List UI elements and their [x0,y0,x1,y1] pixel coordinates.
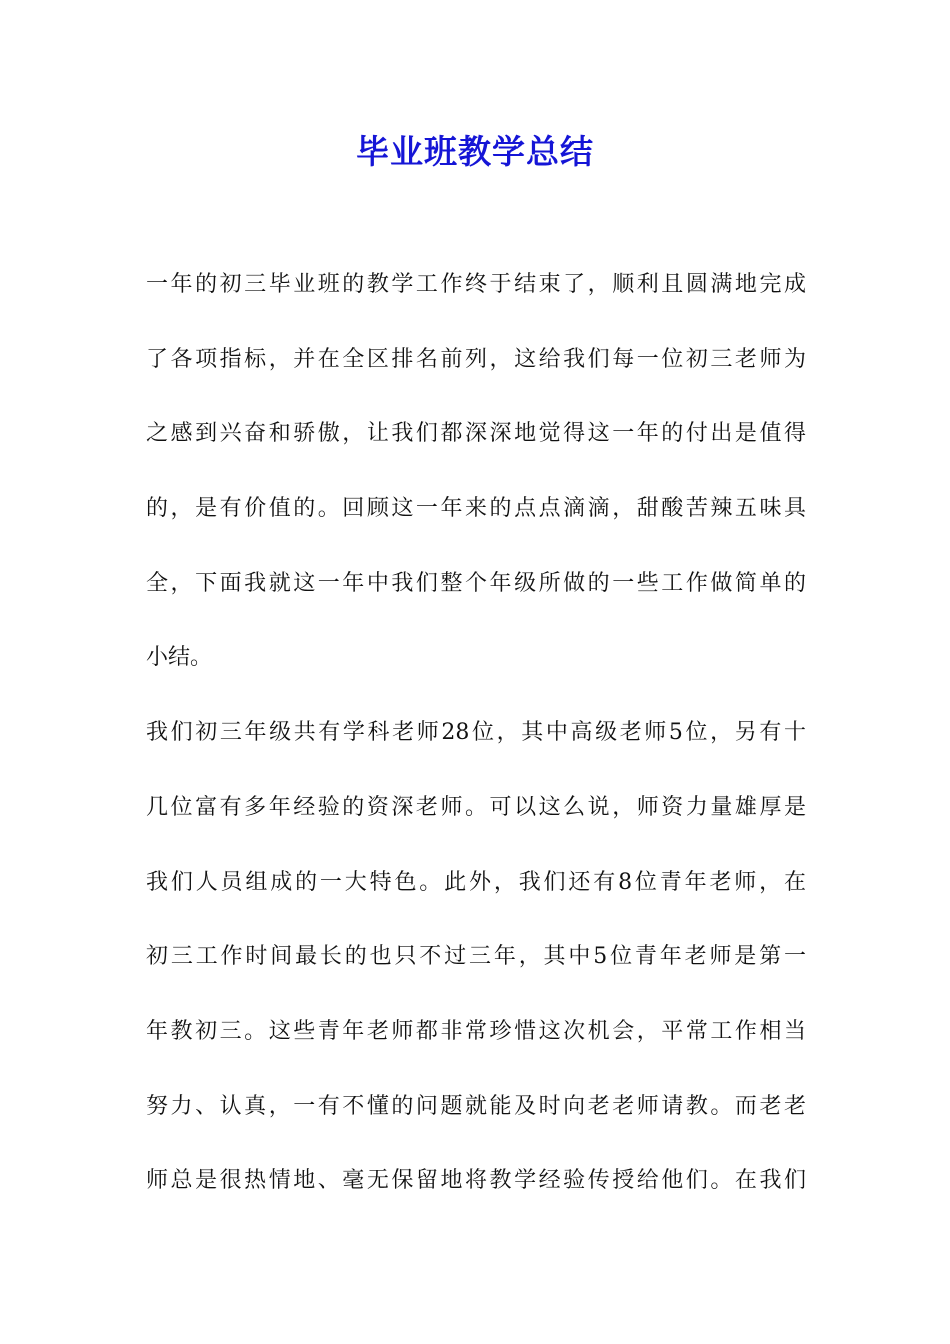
body-line: 我们人员组成的一大特色。此外，我们还有8位青年老师，在 [146,869,806,895]
body-line: 了各项指标，并在全区排名前列，这给我们每一位初三老师为 [146,346,806,372]
body-line: 的，是有价值的。回顾这一年来的点点滴滴，甜酸苦辣五味具 [146,496,806,522]
document-body [146,263,806,1234]
body-line: 师总是很热情地、毫无保留地将教学经验传授给他们。在我们 [146,1168,806,1194]
body-line: 我们初三年级共有学科老师28位，其中高级老师5位，另有十 [146,720,806,746]
body-line: 努力、认真，一有不懂的问题就能及时向老老师请教。而老老 [146,1093,806,1119]
body-line: 全，下面我就这一年中我们整个年级所做的一些工作做简单的 [146,570,806,596]
body-line: 之感到兴奋和骄傲，让我们都深深地觉得这一年的付出是值得 [146,421,806,447]
body-line: 年教初三。这些青年老师都非常珍惜这次机会，平常工作相当 [146,1018,806,1044]
body-line: 几位富有多年经验的资深老师。可以这么说，师资力量雄厚是 [146,794,806,820]
document-title: 毕业班教学总结 [356,132,594,171]
body-line: 初三工作时间最长的也只不过三年，其中5位青年老师是第一 [146,944,806,970]
body-line: 一年的初三毕业班的教学工作终于结束了，顺利且圆满地完成 [146,272,806,297]
body-line: 小结。 [146,645,213,671]
